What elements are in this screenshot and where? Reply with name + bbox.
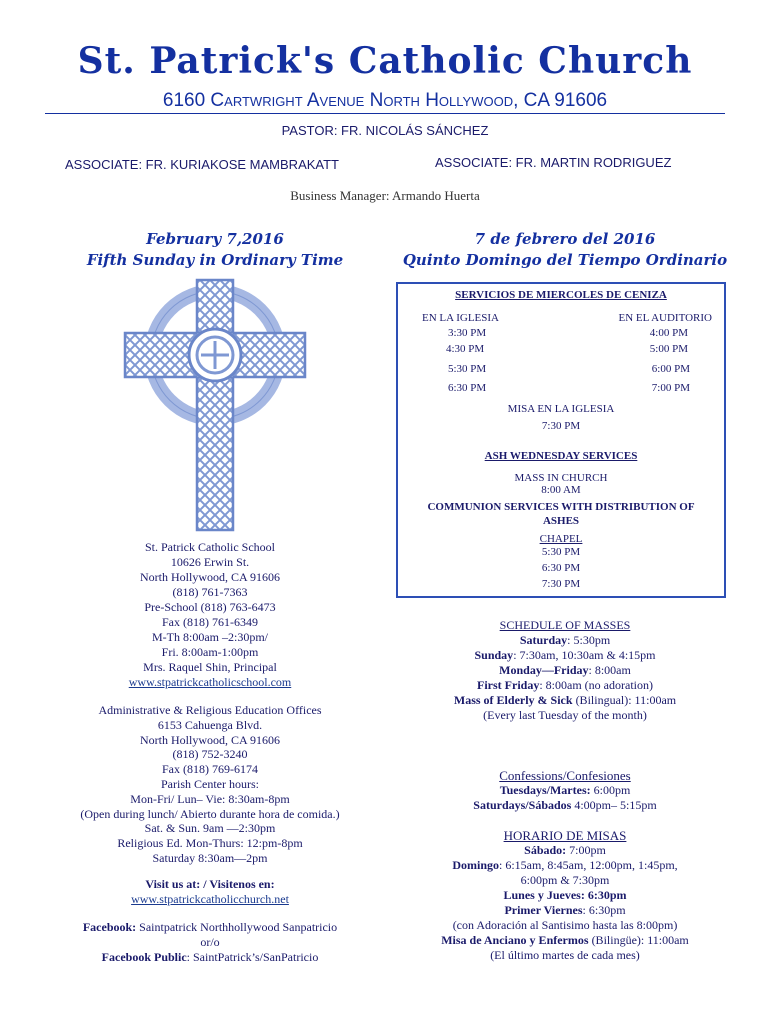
iglesia-label: EN LA IGLESIA xyxy=(422,312,499,324)
associate-1: ASSOCIATE: FR. KURIAKOSE MAMBRAKATT xyxy=(65,157,340,172)
horario-time: (Bilingüe): 11:00am xyxy=(588,933,689,947)
admin-line: Parish Center hours: xyxy=(161,776,259,791)
horario-day: Sábado: xyxy=(524,843,567,857)
auditorio-time: 4:00 PM xyxy=(649,327,688,339)
horario-day: Misa de Anciano y Enfermos xyxy=(441,933,589,947)
or-text: or/o xyxy=(200,935,220,949)
horario-row xyxy=(400,843,730,858)
school-line: Pre-School (818) 763-6473 xyxy=(144,600,276,614)
church-website-link[interactable]: www.stpatrickcatholicchurch.net xyxy=(131,892,289,906)
mass-day: First Friday xyxy=(477,678,540,692)
visit-block xyxy=(60,877,360,907)
facebook-public-line xyxy=(60,950,360,965)
school-line: M-Th 8:00am –2:30pm/ xyxy=(152,630,268,644)
admin-line: 6153 Cahuenga Blvd. xyxy=(157,717,263,732)
confession-time: 4:00pm– 5:15pm xyxy=(571,798,657,812)
horario-de-misas xyxy=(400,828,730,963)
school-line: Fri. 8:00am-1:00pm xyxy=(161,645,259,659)
ash-wednesday-box xyxy=(396,282,726,598)
mass-row xyxy=(400,678,730,693)
admin-line: Fax (818) 769-6174 xyxy=(162,762,258,777)
facebook-public-value[interactable]: : SaintPatrick’s/SanPatricio xyxy=(186,950,319,964)
confession-time: 6:00pm xyxy=(590,783,631,797)
chapel-time: 5:30 PM xyxy=(541,546,581,558)
school-website-link[interactable]: www.stpatrickcatholicschool.com xyxy=(128,675,292,689)
confession-row xyxy=(400,783,730,798)
school-line: North Hollywood, CA 91606 xyxy=(139,570,280,584)
horario-time: : 6:15am, 8:45am, 12:00pm, 1:45pm, xyxy=(499,858,678,872)
facebook-value[interactable]: Saintpatrick Northhollywood Sanpatricio xyxy=(136,920,338,934)
admin-line: Saturday 8:30am—2pm xyxy=(152,850,268,865)
mass-church-label: MASS IN CHURCH xyxy=(514,472,608,484)
masses-note: (Every last Tuesday of the month) xyxy=(483,708,647,722)
communion-heading: COMMUNION SERVICES WITH DISTRIBUTION OF ASHES xyxy=(427,501,695,527)
mass-time: : 5:30pm xyxy=(567,633,611,647)
chapel-label: CHAPEL xyxy=(539,533,583,545)
horario-row xyxy=(400,933,730,948)
masses-heading: SCHEDULE OF MASSES xyxy=(499,618,631,632)
horario-time: 7:00pm xyxy=(566,843,606,857)
auditorio-time: 5:00 PM xyxy=(649,343,688,355)
mass-time: : 8:00am (no adoration) xyxy=(539,678,653,692)
business-manager: Business Manager: Armando Huerta xyxy=(290,188,480,203)
church-title: St. Patrick's Catholic Church xyxy=(77,40,693,82)
iglesia-time: 3:30 PM xyxy=(448,327,487,339)
english-date: February 7,2016 xyxy=(146,230,284,248)
horario-lunes: Lunes y Jueves: 6:30pm xyxy=(503,888,627,902)
admin-line: Administrative & Religious Education Offices xyxy=(98,703,322,717)
horario-time: : 6:30pm xyxy=(582,903,626,917)
visit-label: Visit us at: / Visitenos en: xyxy=(145,877,275,891)
admin-line: Mon-Fri/ Lun– Vie: 8:30am-8pm xyxy=(130,791,290,806)
admin-line: Sat. & Sun. 9am —2:30pm xyxy=(144,821,276,836)
horario-day: Primer Viernes xyxy=(504,903,583,917)
facebook-public-label: Facebook Public xyxy=(101,950,187,964)
pastor-line: PASTOR: FR. NICOLÁS SÁNCHEZ xyxy=(281,123,489,138)
iglesia-time: 4:30 PM xyxy=(446,343,485,355)
facebook-label: Facebook: xyxy=(82,920,137,934)
school-line: (818) 761-7363 xyxy=(172,585,248,599)
mass-day: Monday—Friday xyxy=(499,663,589,677)
ash-heading-es: SERVICIOS DE MIERCOLES DE CENIZA xyxy=(455,289,667,301)
school-info xyxy=(60,540,360,690)
iglesia-time: 6:30 PM xyxy=(448,382,487,394)
facebook-line xyxy=(60,920,360,935)
mass-row xyxy=(400,663,730,678)
horario-row xyxy=(400,903,730,918)
admin-line: Religious Ed. Mon-Thurs: 12:pm-8pm xyxy=(117,836,303,851)
admin-line: North Hollywood, CA 91606 xyxy=(139,732,280,747)
horario-day: Domingo xyxy=(452,858,499,872)
auditorio-time: 7:00 PM xyxy=(651,382,690,394)
auditorio-label: EN EL AUDITORIO xyxy=(618,312,712,324)
schedule-of-masses xyxy=(400,618,730,723)
horario-time-cont: 6:00pm & 7:30pm xyxy=(520,873,610,887)
horario-adoracion: (con Adoración al Santisimo hasta las 8:00pm) xyxy=(452,918,678,932)
admin-offices-info xyxy=(60,703,360,866)
english-sunday: Fifth Sunday in Ordinary Time xyxy=(86,251,344,269)
mass-day: Mass of Elderly & Sick xyxy=(453,693,573,707)
mass-time: (Bilingual): 11:00am xyxy=(572,693,677,707)
admin-line: (Open during lunch/ Abierto durante hora de comida.) xyxy=(80,806,340,821)
iglesia-time: 5:30 PM xyxy=(448,363,487,375)
mass-day: Sunday xyxy=(474,648,514,662)
celtic-cross-icon xyxy=(115,275,315,535)
associate-2: ASSOCIATE: FR. MARTIN RODRIGUEZ xyxy=(435,155,672,170)
auditorio-time: 6:00 PM xyxy=(651,363,690,375)
social-block xyxy=(60,920,360,965)
misa-iglesia-label: MISA EN LA IGLESIA xyxy=(507,403,615,415)
spanish-sunday: Quinto Domingo del Tiempo Ordinario xyxy=(402,251,728,269)
school-line: Mrs. Raquel Shin, Principal xyxy=(143,660,277,674)
school-line: Fax (818) 761-6349 xyxy=(162,615,258,629)
mass-row xyxy=(400,633,730,648)
mass-row xyxy=(400,693,730,708)
school-line: 10626 Erwin St. xyxy=(170,555,250,569)
horario-row xyxy=(400,858,730,873)
misa-iglesia-time: 7:30 PM xyxy=(541,420,581,432)
confessions xyxy=(400,768,730,813)
chapel-time: 6:30 PM xyxy=(541,562,581,574)
confession-day: Saturdays/Sábados xyxy=(473,798,572,812)
horario-ultimo: (El último martes de cada mes) xyxy=(490,948,640,962)
church-address: 6160 Cartwright Avenue North Hollywood, CA 91606 xyxy=(45,90,725,114)
ash-heading-en: ASH WEDNESDAY SERVICES xyxy=(484,450,638,462)
english-date-block xyxy=(40,230,390,272)
admin-line: (818) 752-3240 xyxy=(172,747,248,762)
confession-day: Tuesdays/Martes: xyxy=(499,783,591,797)
horario-heading: HORARIO DE MISAS xyxy=(503,828,627,843)
mass-time: : 7:30am, 10:30am & 4:15pm xyxy=(513,648,656,662)
confession-row xyxy=(400,798,730,813)
chapel-time: 7:30 PM xyxy=(541,578,581,590)
mass-time: : 8:00am xyxy=(588,663,631,677)
spanish-date: 7 de febrero del 2016 xyxy=(474,230,656,248)
mass-row xyxy=(400,648,730,663)
mass-day: Saturday xyxy=(519,633,568,647)
spanish-date-block xyxy=(400,230,730,272)
mass-church-time: 8:00 AM xyxy=(541,484,581,496)
confessions-heading: Confessions/Confesiones xyxy=(499,768,631,783)
school-line: St. Patrick Catholic School xyxy=(145,540,275,554)
